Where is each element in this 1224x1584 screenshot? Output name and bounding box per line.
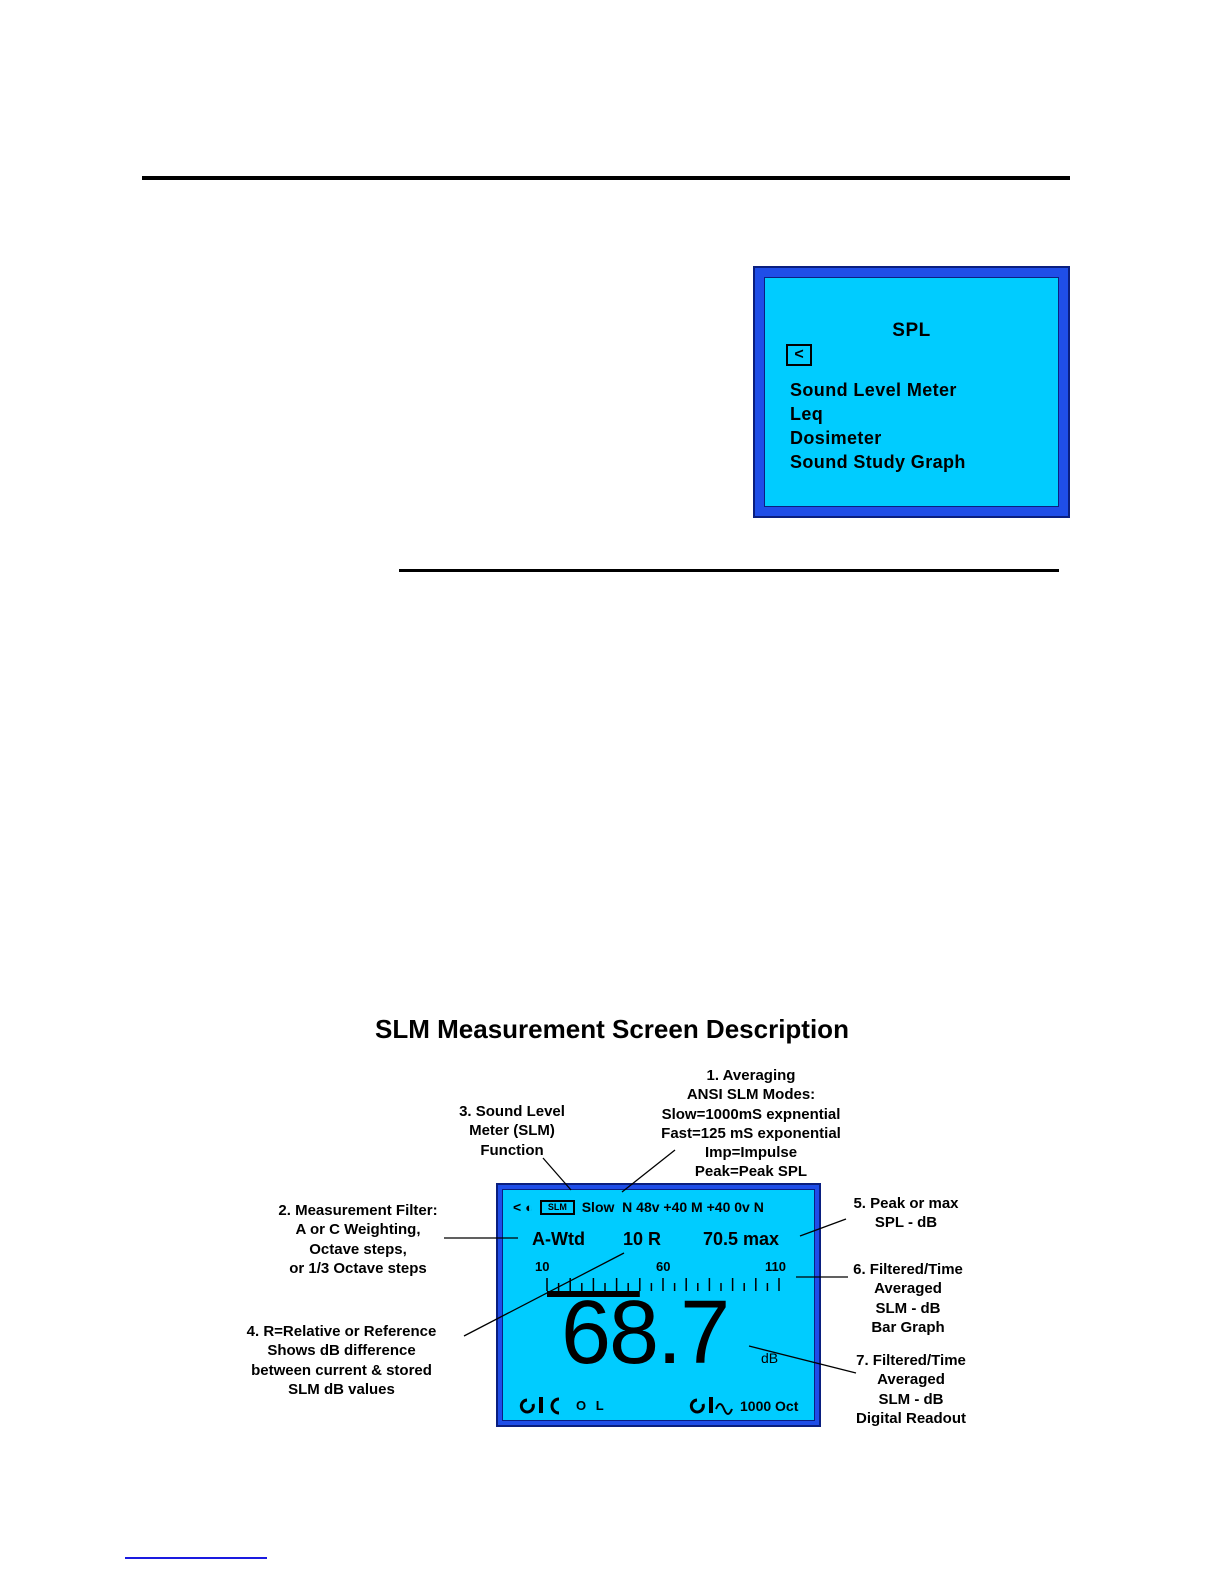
relative-label: 10 R (623, 1229, 662, 1249)
diagram-title: SLM Measurement Screen Description (375, 1014, 849, 1044)
menu-item-sound-level-meter[interactable]: Sound Level Meter (790, 380, 957, 400)
slm-screen-display (502, 1189, 815, 1421)
bottom-left-indicators: O L (576, 1398, 604, 1413)
back-arrow[interactable]: < (513, 1199, 522, 1215)
annotation-bar-graph: 6. Filtered/Time Averaged SLM - dB Bar Graph (853, 1261, 963, 1336)
annotation-relative: 4. R=Relative or Reference Shows dB difference between current & stored SLM dB values (246, 1323, 437, 1398)
spl-menu-screen (753, 266, 1070, 518)
filter-label: A-Wtd (532, 1229, 585, 1249)
annotation-peak: 5. Peak or max SPL - dB (853, 1195, 959, 1232)
mode-icons (691, 1397, 732, 1414)
status-text: Slow N 48v +40 M +40 0v N (581, 1199, 764, 1215)
section-rule (399, 569, 1059, 572)
back-button[interactable]: < (786, 344, 812, 366)
footer-rule (125, 1557, 267, 1559)
spl-menu-list (790, 378, 966, 474)
annotation-digital: 7. Filtered/Time Averaged SLM - dB Digital Readout (855, 1352, 966, 1427)
spl-screen-display (764, 277, 1059, 507)
menu-item-dosimeter[interactable]: Dosimeter (790, 428, 882, 448)
scale-label-60: 60 (656, 1259, 671, 1274)
frequency-octave-label: 1000 Oct (740, 1398, 799, 1414)
header-rule (142, 176, 1070, 180)
annotation-averaging: 1. Averaging ANSI SLM Modes: Slow=1000mS expnential Fast=125 mS exponential Imp=Impulse Peak=Peak SPL (661, 1067, 841, 1181)
max-label: 70.5 max (703, 1229, 780, 1249)
scale-label-10: 10 (535, 1259, 550, 1274)
menu-item-sound-study-graph[interactable]: Sound Study Graph (790, 452, 966, 472)
sensor-icons (521, 1397, 559, 1413)
annotation-function: 3. Sound Level Meter (SLM) Function (459, 1103, 565, 1159)
scale-label-110: 110 (765, 1259, 786, 1274)
digital-readout: 68.7 (561, 1283, 729, 1383)
unit-label: dB (761, 1350, 779, 1366)
slm-measurement-screen (496, 1183, 821, 1427)
plug-icon: ◐ (525, 1200, 533, 1215)
annotation-filter: 2. Measurement Filter: A or C Weighting, Octave steps, or 1/3 Octave steps (278, 1202, 438, 1277)
spl-title: SPL (892, 320, 931, 341)
slm-function-badge: SLM (540, 1200, 575, 1215)
menu-item-leq[interactable]: Leq (790, 404, 824, 424)
